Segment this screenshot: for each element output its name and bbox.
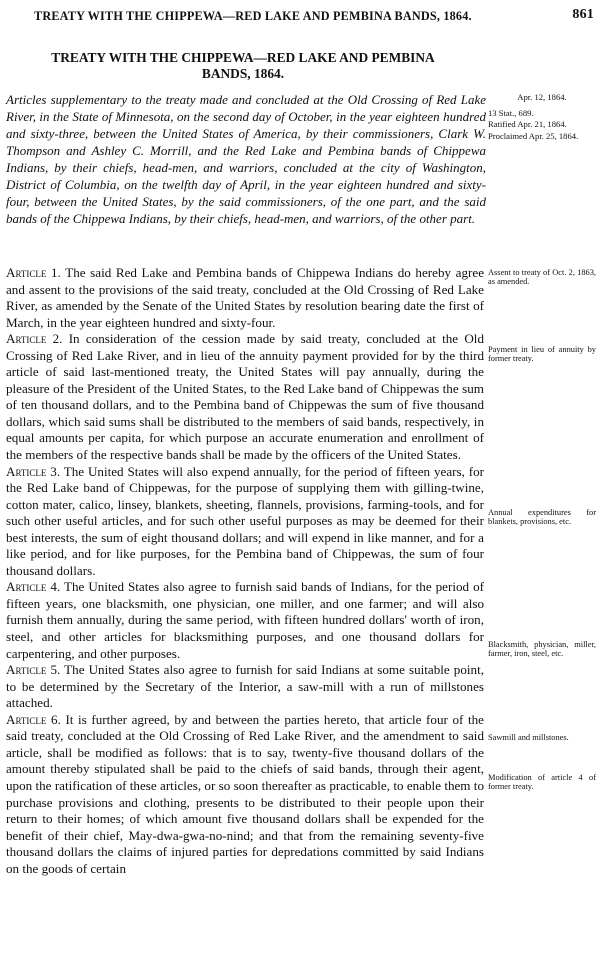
article-5 bbox=[6, 662, 484, 712]
article-label: Article 4. bbox=[6, 579, 61, 595]
running-title: TREATY WITH THE CHIPPEWA—RED LAKE AND PEMBINA BANDS, 1864. bbox=[34, 9, 472, 23]
article-4 bbox=[6, 579, 484, 662]
article-1 bbox=[6, 265, 484, 331]
article-2 bbox=[6, 331, 484, 463]
side-note-stat: 13 Stat., 689. bbox=[488, 108, 534, 118]
article-6 bbox=[6, 712, 484, 877]
article-label: Article 5. bbox=[6, 662, 61, 678]
side-note-proclaimed: Proclaimed Apr. 25, 1864. bbox=[488, 131, 579, 141]
article-text: The United States also agree to furnish for said Indians at some suitable point, to be determined by the Secretary of the Interior, a saw-mill with a run of millstones attached. bbox=[6, 662, 484, 711]
side-note-6: Modification of article 4 of former treaty. bbox=[488, 773, 596, 792]
side-note-1: Assent to treaty of Oct. 2, 1863, as amended. bbox=[488, 268, 596, 287]
treaty-title bbox=[8, 50, 478, 82]
treaty-title-line1: TREATY WITH THE CHIPPEWA—RED LAKE AND PEMBINA bbox=[51, 50, 435, 65]
side-note-ratified: Ratified Apr. 21, 1864. bbox=[488, 119, 567, 129]
article-text: The United States will also expend annually, for the period of fifteen years, for the Red Lake band of Chippewas, for the purpose of supplying them with gilling-twine, cotton mater, calico, linsey, blankets, sheeting, flannels, provisions, farming-tools, and for such other useful articles, and for such other useful purposes as may be deemed for their best interests, the sum of eight thousand dollars; and will expend in like manner, and for a like period, and for like purposes, for the Pembina band of Chippewas, the sum of four thousand dollars. bbox=[6, 463, 484, 578]
article-text: It is further agreed, by and between the parties hereto, that article four of the said treaty, concluded at the Old Crossing of Red Lake River, and the amendment to said article, shall be modified as follows: that is to say, twenty-five thousand dollars of the amount thereby stipulated shall be paid to the chiefs of said bands, through their agent, upon the ratification of these articles, or so soon thereafter as practicable, to enable them to purchase provisions and clothing, presents to be distributed to their people upon their return to their homes; of which amount five thousand dollars shall be expended for the benefit of their chief, May-dwa-gwa-no-nind; and that from the remaining seventy-five thousand dollars the claims of injured parties for depredations committed by said Indians on the goods of certain bbox=[6, 711, 484, 876]
side-note-date: Apr. 12, 1864. bbox=[517, 92, 567, 102]
side-note-5: Sawmill and millstones. bbox=[488, 733, 569, 742]
article-label: Article 3. bbox=[6, 463, 61, 479]
article-label: Article 2. bbox=[6, 331, 63, 347]
article-text: The said Red Lake and Pembina bands of Chippewa Indians do hereby agree and assent to the provisions of the said treaty, concluded at the Old Crossing of Red Lake River, as amended by the Senate of the United States by resolution bearing date the first of March, in the year eighteen hundred and sixty-four. bbox=[6, 265, 485, 330]
side-note-2: Payment in lieu of annuity by former treaty. bbox=[488, 345, 596, 364]
article-label: Article 6. bbox=[6, 711, 61, 727]
treaty-title-line2: BANDS, 1864. bbox=[201, 66, 285, 81]
side-note-4: Blacksmith, physician, miller, farmer, iron, steel, etc. bbox=[488, 640, 596, 659]
article-3 bbox=[6, 464, 484, 580]
article-text: In consideration of the cession made by said treaty, concluded at the Old Crossing of Red Lake River, and in lieu of the annuity payment provided for by the third article of said last-mentioned treaty, the United States will pay annually, during the pleasure of the President of the United States, to the Red Lake band of Chippewas the sum of ten thousand dollars, and to the Pembina band of Chippewas the sum of five thousand dollars, which said sums shall be distributed to the members of said bands, respectively, in equal amounts per capita, for which purpose an accurate enumeration and enrollment of the members of the respective bands shall be made by the officers of the United States. bbox=[6, 331, 484, 463]
article-label: Article 1. bbox=[6, 265, 61, 280]
article-text: The United States also agree to furnish said bands of Indians, for the period of fifteen years, one blacksmith, one physician, one miller, and one farmer; and will also furnish them annually, during the same period, with fifteen hundred dollars' worth of iron, steel, and other articles for blacksmithing purposes, and one thousand dollars for carpentering, and other purposes. bbox=[6, 579, 484, 661]
articles bbox=[6, 265, 484, 877]
preamble: Articles supplementary to the treaty made and concluded at the Old Crossing of Red Lake River, in the State of Minnesota, on the second day of October, in the year eighteen hundred and sixty-three, between the United States of America, by their commissioners, Clark W. Thompson and Ashley C. Morrill, and the Red Lake and Pembina bands of Chippewa Indians, by their chiefs, head-men, and warriors, concluded at the city of Washington, District of Columbia, on the twelfth day of April, in the year eighteen hundred and sixty-four, between the United States, by the said commissioners, of the one part, and the said bands of the Chippewa Indians, by their chiefs, head-men, and warriors, of the other part. bbox=[6, 92, 486, 226]
side-notes-dates bbox=[488, 92, 596, 141]
page-number: 861 bbox=[572, 7, 594, 22]
side-note-3: Annual expenditures for blankets, provisions, etc. bbox=[488, 508, 596, 527]
